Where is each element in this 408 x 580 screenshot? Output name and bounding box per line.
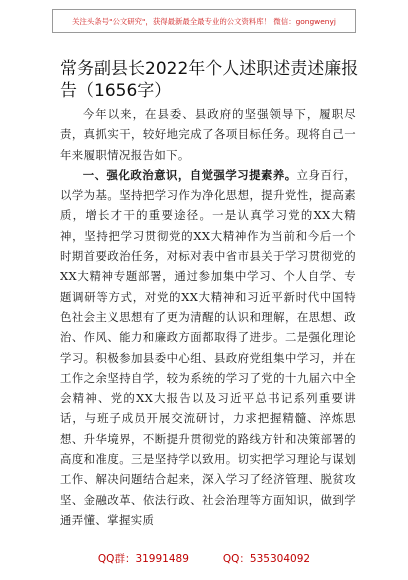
promo-banner [52, 9, 356, 33]
section-1-body: 立身百行，以学为基。坚持把学习作为净化思想，提升党性，提高素质，增长才干的重要途径。一是认真学习党的XX大精神，坚持把学习贯彻党的XX大精神作为当前和今后一个时期首要政治任务，对标对表中省市县关于学习贯彻党的XX大精神专题部署，通过参加集中学习、个人自学、专题调研等方式，对党的XX大精神和习近平新时代中国特色社会主义思想有了更为清醒的认识和理解，在思想、政治、作风、能力和廉政方面都取得了进步。二是强化理论学习。积极参加县委中心组、县政府党组集中学习，并在工作之余坚持自学，较为系统的学习了党的十九届六中全会精神、党的XX大报告以及习近平总书记系列重要讲话，与班子成员开展交流研讨，力求把握精髓、淬炼思想、升华境界，不断提升贯彻党的路线方针和决策部署的高度和准度。三是坚持学以致用。切实把学习理论与谋划工作、解决问题结合起来，深入学习了经济管理、脱贫攻坚、金融改革、依法行政、社会治理等方面知识，做到学通弄懂、掌握实质 [60, 167, 356, 527]
section-1-heading: 一、强化政治意识，自觉强学习提素养。 [82, 167, 297, 182]
document-body [60, 104, 356, 530]
footer-qq: QQ：535304092 [222, 553, 311, 565]
section-1-paragraph [60, 165, 356, 530]
footer-qq-group: QQ群：31991489 [97, 553, 189, 565]
footer-contact [0, 551, 408, 569]
promo-banner-text: 关注头条号"公文研究"，获得最新最全最专业的公文资料库！ 微信：gongwenyj [72, 16, 336, 26]
document-title: 常务副县长2022年个人述职述责述廉报告（1656字） [60, 59, 359, 101]
intro-paragraph: 今年以来，在县委、县政府的坚强领导下，履职尽责，真抓实干，较好地完成了各项目标任务。现将自己一年来履职情况报告如下。 [60, 107, 356, 162]
